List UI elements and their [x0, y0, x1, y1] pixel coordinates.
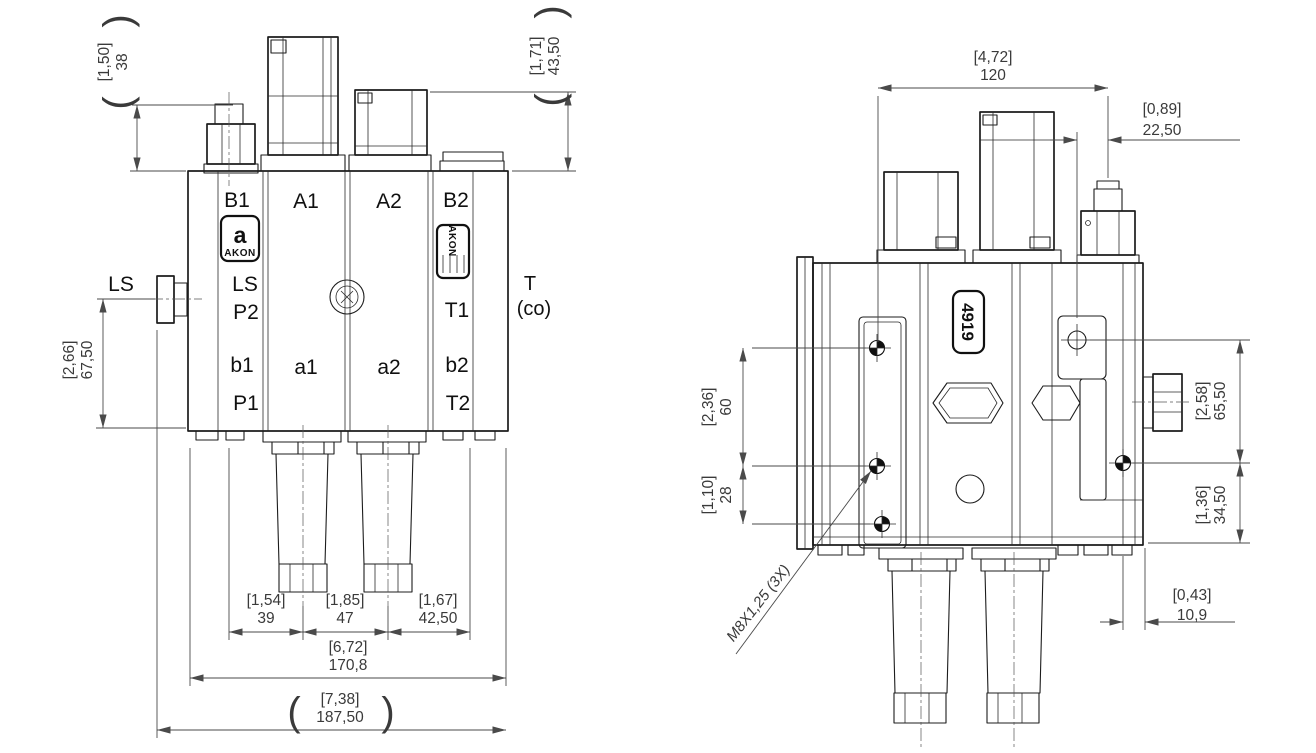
port-label-P2: P2 [233, 301, 259, 324]
side-connector-1 [877, 172, 965, 263]
dim-6750-inch: [2,66] [61, 340, 78, 380]
port-label-T2: T2 [445, 392, 471, 415]
port-label-B1: B1 [224, 189, 250, 212]
dim-4350-mm: 43,50 [546, 36, 563, 76]
dim-6750 [61, 340, 96, 379]
dim-60-mm: 60 [718, 398, 735, 416]
external-label-LS: LS [108, 273, 134, 296]
dim-120-mm: 120 [980, 67, 1006, 84]
external-label-T-co: (co) [516, 298, 552, 320]
dim-60 [700, 388, 735, 427]
valve-body-side [813, 263, 1143, 545]
solenoid-coil-1 [263, 425, 341, 606]
mount-plate-column [1080, 379, 1106, 500]
side-view-dimensions [700, 49, 1250, 654]
ls-port-knob [157, 276, 174, 323]
side-connector-2 [973, 112, 1061, 263]
dim-60-inch: [2,36] [700, 387, 717, 427]
dim-3450 [1194, 485, 1229, 524]
dim-2250-mm: 22,50 [1142, 122, 1182, 139]
side-coil-2 [972, 548, 1056, 748]
port-label-LS: LS [232, 273, 258, 296]
dim-39-inch: [1,54] [246, 592, 286, 609]
dim-6550-inch: [2,58] [1194, 381, 1211, 421]
m8-hole-marker-top [863, 334, 891, 362]
dim-109-inch: [0,43] [1172, 587, 1212, 604]
dim-1708-inch: [6,72] [328, 639, 368, 656]
dim-6550 [1194, 381, 1229, 420]
dim-120-inch: [4,72] [973, 49, 1013, 66]
paren-open: ( [287, 690, 301, 734]
relief-valve-hex [207, 124, 255, 164]
dim-4350 [528, 5, 572, 106]
t-port-fitting [443, 152, 503, 161]
part-number-text: 4919 [958, 303, 977, 341]
dim-6750-mm: 67,50 [79, 340, 96, 380]
akon-logo-text-side: AKON [446, 225, 457, 257]
dim-38 [96, 14, 140, 109]
crosshair-hole [1061, 324, 1093, 356]
port-label-P1: P1 [233, 392, 259, 415]
part-number-badge [953, 291, 984, 353]
side-knob [1132, 374, 1192, 431]
akon-logo-badge-rotated [437, 225, 469, 278]
dim-2250-inch: [0,89] [1142, 101, 1182, 118]
solenoid-coil-2 [348, 425, 426, 606]
dim-39-mm: 39 [257, 610, 275, 627]
port-label-B2: B2 [443, 189, 469, 212]
connector-2 [355, 90, 427, 155]
dim-38-mm: 38 [114, 53, 131, 71]
side-view [700, 49, 1250, 748]
dim-18750-inch: [7,38] [320, 691, 360, 708]
spool-label-a1: a1 [294, 356, 318, 379]
dim-38-inch: [1,50] [96, 42, 113, 82]
akon-logo-a: a [233, 222, 247, 248]
dim-28-inch: [1,10] [700, 475, 717, 515]
paren-close: ) [381, 690, 395, 734]
dim-18750-mm: 187,50 [316, 709, 364, 726]
side-coil-1 [879, 548, 963, 748]
m8-hole-marker-right [1109, 449, 1137, 477]
side-relief-valve [1077, 181, 1139, 263]
spool-label-b1: b1 [230, 354, 254, 377]
paren-close: ) [528, 5, 572, 19]
body-circle-feature [956, 475, 984, 503]
thread-note: M8X1,25 (3X) [723, 561, 794, 645]
dim-109-mm: 10,9 [1176, 607, 1208, 624]
dim-6550-mm: 65,50 [1212, 381, 1229, 421]
port-label-T1: T1 [444, 299, 470, 322]
port-label-A1: A1 [293, 190, 319, 213]
dim-28-mm: 28 [718, 486, 735, 504]
dim-1708-mm: 170,8 [328, 657, 368, 674]
dim-4250-mm: 42,50 [418, 610, 458, 627]
dim-47-inch: [1,85] [325, 592, 365, 609]
port-label-A2: A2 [376, 190, 402, 213]
dim-47-mm: 47 [336, 610, 354, 627]
side-view-geometry [797, 112, 1192, 748]
front-view [61, 5, 576, 738]
paren-close: ) [96, 14, 140, 28]
dim-3450-inch: [1,36] [1194, 485, 1211, 525]
dim-4350-inch: [1,71] [528, 36, 545, 76]
m8-hole-marker-bottom [868, 510, 896, 538]
dim-3450-mm: 34,50 [1212, 485, 1229, 525]
paren-open: ( [528, 93, 572, 107]
akon-logo-text: AKON [224, 248, 256, 259]
front-view-dimensions [61, 5, 576, 738]
akon-logo-badge [221, 216, 259, 261]
hex-cutout-2 [1032, 386, 1080, 420]
spool-label-b2: b2 [445, 354, 469, 377]
dim-28 [700, 476, 735, 515]
hex-cutout-1 [933, 383, 1003, 423]
dim-4250-inch: [1,67] [418, 592, 458, 609]
spool-label-a2: a2 [377, 356, 401, 379]
external-label-T: T [523, 273, 537, 295]
screw-head-icon [330, 280, 364, 314]
paren-open: ( [96, 96, 140, 110]
